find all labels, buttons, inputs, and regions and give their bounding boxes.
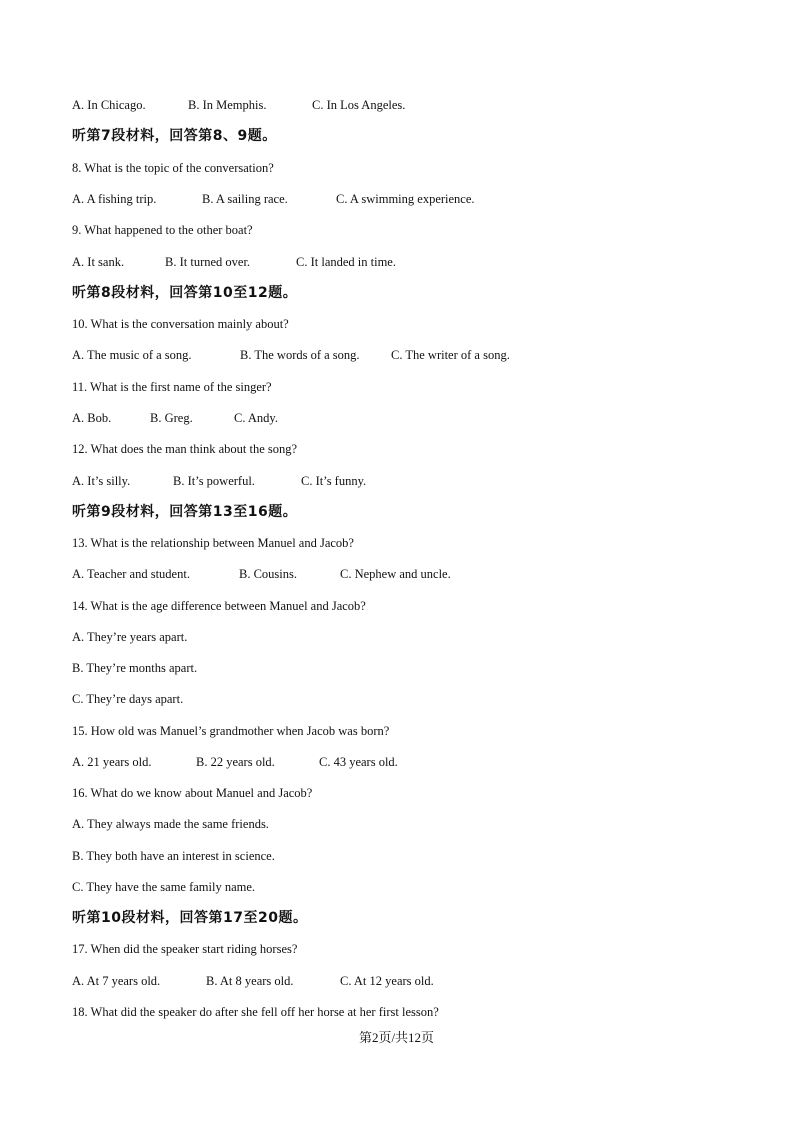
question-text: 14. What is the age difference between Manuel and Jacob?	[72, 599, 366, 613]
section-instruction: 听第8段材料，回答第10至12题。	[72, 285, 298, 301]
answer-option: C. They’re days apart.	[72, 692, 184, 706]
answer-option: A. It’s silly.	[72, 474, 131, 488]
answer-option: C. A swimming experience.	[336, 192, 475, 206]
answer-option: A. They’re years apart.	[72, 630, 188, 644]
answer-option: B. 22 years old.	[196, 755, 275, 769]
answer-option: A. They always made the same friends.	[72, 817, 269, 831]
page-footer: 第2页/共12页	[358, 1030, 435, 1045]
answer-option: B. It’s powerful.	[173, 474, 255, 488]
answer-options-row	[72, 473, 366, 489]
question-text: 11. What is the first name of the singer?	[72, 380, 272, 394]
answer-options-row	[72, 754, 398, 770]
answer-option: B. A sailing race.	[202, 192, 288, 206]
question-text: 15. How old was Manuel’s grandmother when Jacob was born?	[72, 724, 390, 738]
answer-option: A. Bob.	[72, 411, 112, 425]
answer-option: C. The writer of a song.	[391, 348, 510, 362]
answer-option: C. They have the same family name.	[72, 880, 256, 894]
question-text: 8. What is the topic of the conversation?	[72, 161, 274, 175]
answer-option: C. It’s funny.	[301, 474, 367, 488]
answer-options-row	[72, 566, 451, 582]
answer-option: C. 43 years old.	[319, 755, 398, 769]
answer-option: B. Cousins.	[239, 567, 298, 581]
answer-options-row	[72, 973, 434, 989]
answer-option: B. In Memphis.	[188, 98, 267, 112]
question-text: 17. When did the speaker start riding horses?	[72, 942, 298, 956]
answer-option: B. It turned over.	[165, 255, 251, 269]
answer-option: C. It landed in time.	[296, 255, 396, 269]
answer-option: A. 21 years old.	[72, 755, 152, 769]
answer-option: A. At 7 years old.	[72, 974, 161, 988]
answer-option: A. In Chicago.	[72, 98, 146, 112]
question-text: 9. What happened to the other boat?	[72, 223, 253, 237]
answer-options-row	[72, 97, 405, 113]
answer-options-row	[72, 410, 278, 426]
section-instruction: 听第9段材料，回答第13至16题。	[72, 504, 298, 520]
answer-option: B. They both have an interest in science.	[72, 849, 275, 863]
question-text: 12. What does the man think about the song?	[72, 442, 298, 456]
answer-option: A. It sank.	[72, 255, 125, 269]
answer-option: C. Nephew and uncle.	[340, 567, 451, 581]
question-text: 13. What is the relationship between Manuel and Jacob?	[72, 536, 354, 550]
answer-option: A. Teacher and student.	[72, 567, 190, 581]
question-text: 10. What is the conversation mainly about?	[72, 317, 289, 331]
answer-option: A. The music of a song.	[72, 348, 192, 362]
question-text: 16. What do we know about Manuel and Jacob?	[72, 786, 313, 800]
answer-options-row	[72, 254, 396, 270]
answer-option: A. A fishing trip.	[72, 192, 157, 206]
answer-option: B. Greg.	[150, 411, 193, 425]
answer-option: B. At 8 years old.	[206, 974, 294, 988]
answer-option: C. In Los Angeles.	[312, 98, 406, 112]
answer-option: B. They’re months apart.	[72, 661, 198, 675]
answer-options-row	[72, 191, 475, 207]
question-text: 18. What did the speaker do after she fell off her horse at her first lesson?	[72, 1005, 439, 1019]
answer-option: B. The words of a song.	[240, 348, 360, 362]
section-instruction: 听第7段材料，回答第8、9题。	[72, 128, 277, 144]
answer-option: C. Andy.	[234, 411, 278, 425]
answer-option: C. At 12 years old.	[340, 974, 434, 988]
section-instruction: 听第10段材料，回答第17至20题。	[72, 910, 308, 926]
answer-options-row	[72, 347, 510, 363]
